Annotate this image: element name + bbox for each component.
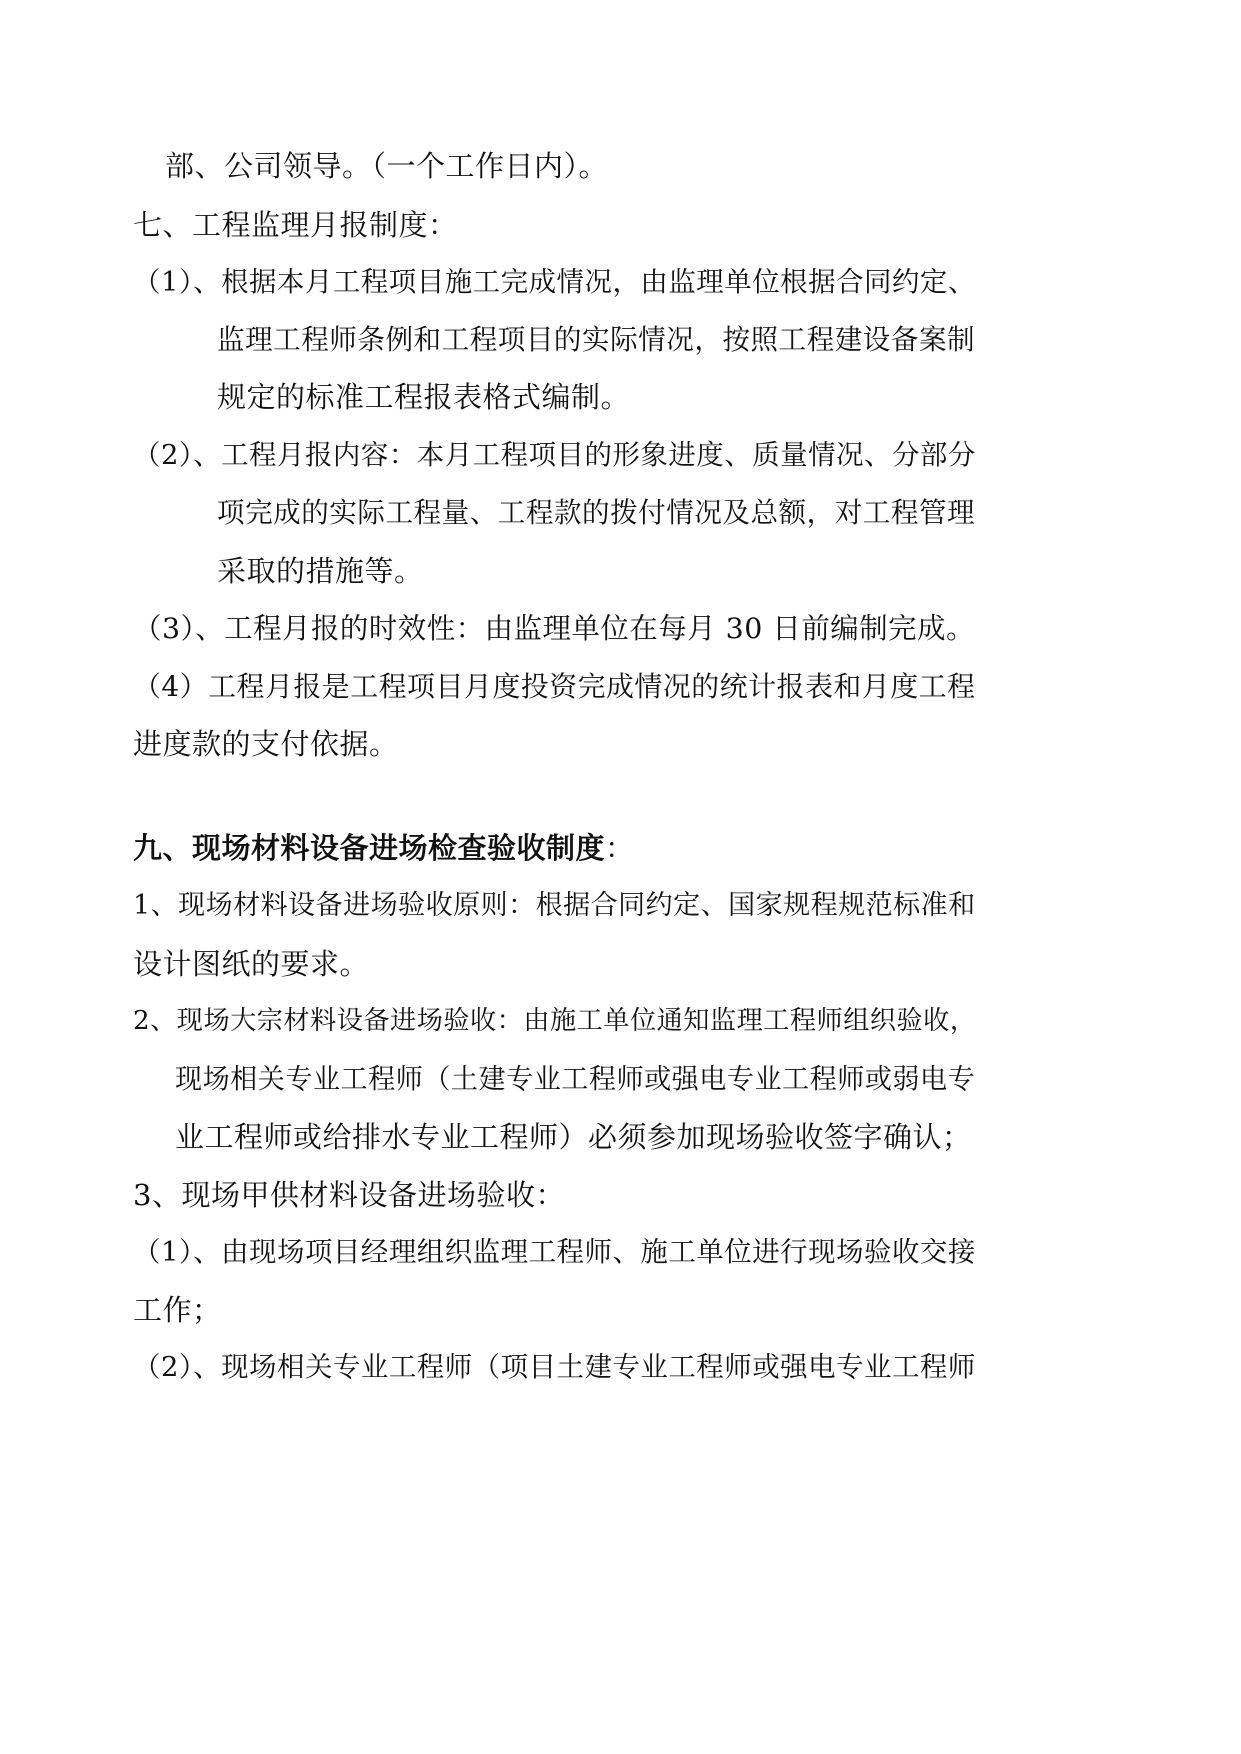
list-item: （2）、现场相关专业工程师（项目土建专业工程师或强电专业工程师 (133, 1352, 976, 1383)
list-item: （2）、工程月报内容：本月工程项目的形象进度、质量情况、分部分 (133, 440, 976, 471)
text-line: 监理工程师条例和工程项目的实际情况，按照工程建设备案制 (217, 323, 976, 356)
list-item: 3、现场甲供材料设备进场验收： (133, 1178, 565, 1212)
list-item: （1）、根据本月工程项目施工完成情况，由监理单位根据合同约定、 (133, 267, 976, 298)
list-item: 2、现场大宗材料设备进场验收：由施工单位通知监理工程师组织验收， (133, 1006, 977, 1036)
text-line: 进度款的支付依据。 (133, 727, 399, 761)
text-line: 规定的标准工程报表格式编制。 (217, 380, 631, 414)
text-line: 业工程师或给排水专业工程师）必须参加现场验收签字确认； (175, 1120, 972, 1154)
text-line: 部、公司领导。（一个工作日内）。 (165, 149, 609, 183)
text-line: 工作； (133, 1293, 222, 1327)
list-item: （4）工程月报是工程项目月度投资完成情况的统计报表和月度工程 (133, 670, 976, 703)
list-item: 1、现场材料设备进场验收原则：根据合同约定、国家规程规范标准和 (133, 890, 976, 921)
section-heading-colon: ： (605, 831, 635, 865)
section-heading-7: 七、工程监理月报制度： (133, 208, 458, 242)
section-heading-9 (133, 828, 635, 868)
section-heading-text: 九、现场材料设备进场检查验收制度 (133, 831, 606, 865)
text-line: 项完成的实际工程量、工程款的拨付情况及总额，对工程管理 (217, 496, 976, 529)
list-item: （1）、由现场项目经理组织监理工程师、施工单位进行现场验收交接 (133, 1237, 976, 1268)
text-line: 现场相关专业工程师（土建专业工程师或强电专业工程师或弱电专 (175, 1064, 976, 1095)
text-line: 采取的措施等。 (217, 554, 424, 588)
text-line: 设计图纸的要求。 (133, 947, 370, 981)
list-item: （3）、工程月报的时效性：由监理单位在每月 30 日前编制完成。 (133, 612, 975, 645)
